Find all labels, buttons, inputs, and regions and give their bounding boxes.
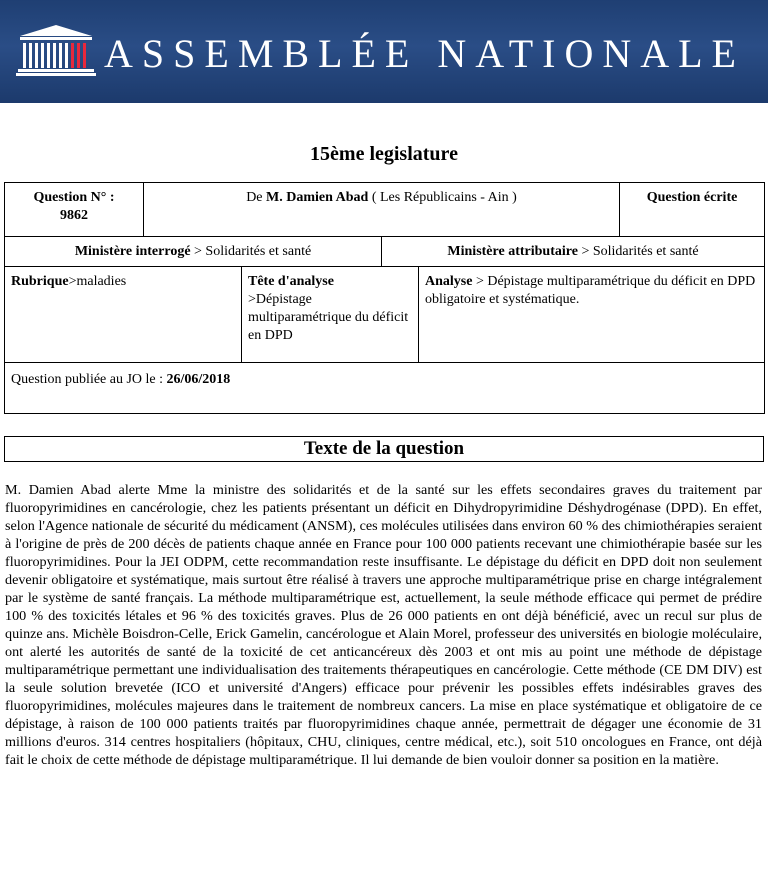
head-analysis-label: Tête d'analyse: [248, 274, 334, 289]
head-analysis-cell: [242, 267, 419, 363]
header-banner: [0, 0, 768, 103]
head-analysis-value: >Dépistage multiparamétrique du déficit en DPD: [248, 292, 409, 343]
question-number: 9862: [60, 208, 88, 223]
ministry-assigned-label: Ministère attributaire: [447, 243, 578, 259]
section-title: Texte de la question: [4, 436, 764, 462]
ministry-assigned-cell: [382, 237, 765, 267]
analysis-label: Analyse: [425, 274, 473, 289]
rubric-cell: [5, 267, 242, 363]
ministry-questioned-value: > Solidarités et santé: [194, 243, 312, 259]
question-number-cell: [5, 183, 144, 237]
question-type: Question écrite: [620, 183, 765, 237]
parliament-building-icon: [14, 22, 98, 78]
author-name: M. Damien Abad: [266, 190, 369, 205]
rubric-label: Rubrique: [11, 274, 69, 289]
published-date: 26/06/2018: [166, 372, 231, 387]
rubric-value: >maladies: [68, 274, 127, 289]
analysis-cell: [419, 267, 765, 363]
question-author-cell: [144, 183, 620, 237]
question-info-table: [4, 182, 765, 414]
author-group: ( Les Républicains - Ain ): [371, 190, 517, 205]
ministry-assigned-value: > Solidarités et santé: [581, 243, 699, 259]
publication-cell: [5, 363, 765, 414]
legislature-heading: 15ème legislature: [310, 143, 458, 165]
author-prefix: De: [246, 190, 263, 205]
analysis-value: > Dépistage multiparamétrique du déficit en DPD obligatoire et systématique.: [425, 274, 756, 307]
ministry-questioned-cell: [5, 237, 382, 267]
question-number-label: Question N° :: [33, 190, 115, 205]
published-label: Question publiée au JO le :: [11, 372, 164, 387]
question-text: M. Damien Abad alerte Mme la ministre des solidarités et de la santé sur les effets secondaires graves du traitement par fluoropyrimidines en cancérologie, chez les patients présentant un déficit en Dihydropyrimidine Déshydrogénase (DPD). En effet, selon l'Agence nationale de sécurité du médicament (ANSM), ces molécules utilisées dans environ 60 % des chimiothérapies seraient à l'origine de près de 200 décès de patients chaque année en France pour 100 000 patients recevant une chimiothérapie basée sur les fluoropyrimidines. Pour la JEI ODPM, cette recommandation reste insuffisante. Le dépistage du déficit en DPD doit non seulement devenir obligatoire et systématique, mais surtout être réalisé à travers une approche multiparamétrique prise en charge intégralement par le système de santé français. La méthode multiparamétrique est, actuellement, la seule méthode efficace qui permet de prédire 100 % des toxicités létales et 96 % des toxicités graves. Plus de 26 000 patients en ont déjà bénéficié, avec un recul sur plus de quinze ans. Michèle Boisdron-Celle, Erick Gamelin, cancérologue et Alain Morel, professeur des universités en biologie moléculaire, ont alerté les autorités de santé de la toxicité de cet anticancéreux dès 2003 et ont mis au point une méthode de dépistage multiparamétrique permettant une individualisation des traitements thérapeutiques en cancérologie. Cette méthode (CE DM DIV) est la seule solution brevetée (ICO et université d'Angers) efficace pour prévenir les possibles effets indésirables graves des fluoropyrimidines, molécules majeures dans le traitement de nombreux cancers. La mise en place systématique et obligatoire de ce dépistage, à raison de 100 000 patients traités par fluoropyrimidines chaque année, permettrait de dégager une économie de 31 millions d'euros. 314 centres hospitaliers (hôpitaux, CHU, cliniques, centre médical, etc.), soit 510 oncologues en France, ont déjà fait le choix de cette méthode de dépistage multiparamétrique. Il lui demande de bien vouloir donner sa position en la matière.: [5, 482, 762, 768]
ministry-questioned-label: Ministère interrogé: [74, 243, 191, 259]
site-title: ASSEMBLÉE NATIONALE: [104, 31, 745, 76]
